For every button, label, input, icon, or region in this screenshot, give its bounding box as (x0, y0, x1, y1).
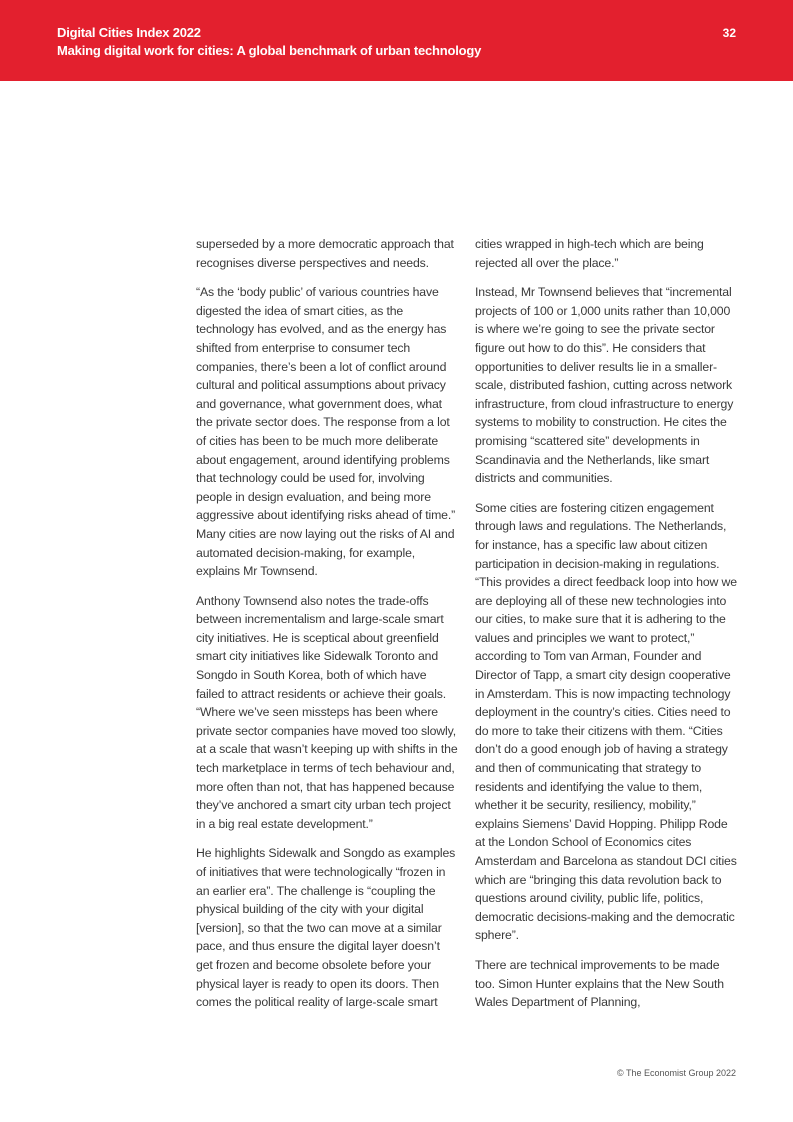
paragraph: cities wrapped in high-tech which are being rejected all over the place.” (475, 237, 704, 270)
paragraph: There are technical improvements to be made too. Simon Hunter explains that the New South Wales Department of Planning, (475, 957, 724, 1010)
report-subtitle: Making digital work for cities: A global benchmark of urban technology (57, 43, 482, 58)
left-column (196, 235, 458, 1023)
paragraph: Anthony Townsend also notes the trade-offs between incrementalism and large-scale smart city initiatives. He is sceptical about greenfield smart city initiatives like Sidewalk Toronto and Songdo in South Korea, both of which have failed to attract residents or achieve their goals. “Where we’ve seen missteps has been where private sector companies have moved too slowly, at a scale that wasn’t keeping up with shifts in the tech marketplace in terms of tech behaviour and, more often than not, that has happened because they’ve anchored a smart city urban tech project in a big real estate development.” (196, 593, 458, 831)
paragraph: He highlights Sidewalk and Songdo as examples of initiatives that were technologically “frozen in an earlier era”. The challenge is “coupling the physical building of the city with your digital [version], so that the two can move at a similar pace, and thus ensure the digital layer doesn’t get frozen and become obsolete before your physical layer is ready to open its doors. Then comes the political reality of large-scale smart (196, 846, 456, 1010)
paragraph: “As the ‘body public’ of various countries have digested the idea of smart cities, as the technology has evolved, and as the energy has shifted from enterprise to consumer tech companies, there’s been a lot of conflict around cultural and political assumptions about privacy and governance, what government does, what the private sector does. The response from a lot of cities has been to be much more deliberate about engagement, around identifying problems that technology could be used for, involving people in design evaluation, and being more aggressive about identifying risks ahead of time.” Many cities are now laying out the risks of AI and automated decision-making, for example, explains Mr Townsend. (196, 285, 456, 579)
copyright-footer: © The Economist Group 2022 (616, 1068, 736, 1078)
right-column (475, 235, 738, 1023)
paragraph: Instead, Mr Townsend believes that “incremental projects of 100 or 1,000 units rather than 10,000 is where we’re going to see the private sector figure out how to do this”. He considers that opportunities to deliver results lie in a smaller-scale, distributed fashion, cutting across network infrastructure, from cloud infrastructure to energy systems to mobility to construction. He cites the promising “scattered site” developments in Scandinavia and the Netherlands, like smart districts and communities. (475, 285, 734, 486)
report-title: Digital Cities Index 2022 (57, 25, 201, 40)
page-header (0, 0, 793, 81)
paragraph: superseded by a more democratic approach that recognises diverse perspectives and needs. (196, 237, 454, 270)
paragraph: Some cities are fostering citizen engagement through laws and regulations. The Netherlands, for instance, has a specific law about citizen participation in decision-making in regulations. “This provides a direct feedback loop into how we are deploying all of these new technologies into our cities, to make sure that it is adhering to the values and principles we want to protect,” according to Tom van Arman, Founder and Director of Tapp, a smart city design cooperative in Amsterdam. This is now impacting technology deployment in the country’s cities. Cities need to do more to take their citizens with them. “Cities don’t do a good enough job of having a strategy and then of communicating that strategy to residents and identifying the value to them, whether it be security, resiliency, mobility,” explains Siemens’ David Hopping. Philipp Rode at the London School of Economics cites Amsterdam and Barcelona as standout DCI cities which are “bringing this data revolution back to questions around civility, public life, politics, democratic decisions-making and the democratic sphere”. (475, 500, 737, 943)
page-number: 32 (722, 26, 736, 40)
